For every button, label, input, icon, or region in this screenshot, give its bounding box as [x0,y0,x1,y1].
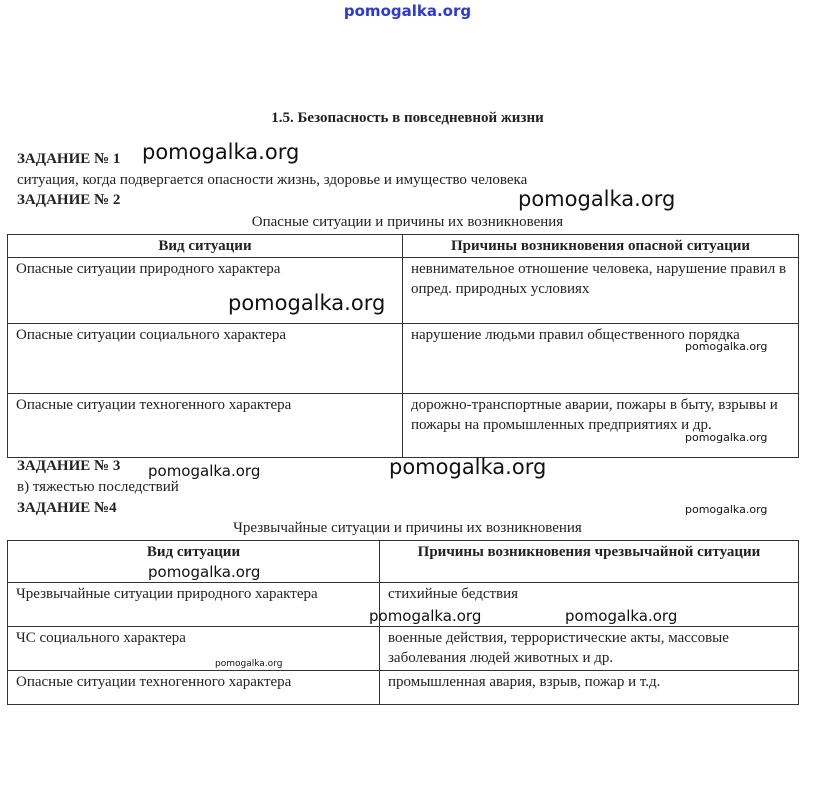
table-cell: ЧС социального характера [8,627,380,671]
table-row [8,627,799,671]
task2-heading: ЗАДАНИЕ № 2 [17,192,121,208]
table-cell: Опасные ситуации социального характера [8,324,403,394]
table-row [8,671,799,705]
table-cell: дорожно-транспортные аварии, пожары в быту, взрывы и пожары на промышленных предприятиях и др. [403,394,799,458]
task1-heading: ЗАДАНИЕ № 1 [17,151,121,167]
watermark: pomogalka.org [148,462,261,480]
table-row [8,324,799,394]
column-header: Причины возникновения опасной ситуации [403,235,799,258]
table-row [8,394,799,458]
site-watermark-top: pomogalka.org [343,2,472,20]
table-row [8,258,799,324]
watermark: pomogalka.org [685,340,768,353]
column-header: Вид ситуации [8,541,380,583]
table-cell: Опасные ситуации природного характера [8,258,403,324]
watermark: pomogalka.org [215,659,283,669]
watermark: pomogalka.org [369,607,482,625]
table-header-row [8,235,799,258]
watermark: pomogalka.org [518,187,676,211]
watermark: pomogalka.org [565,607,678,625]
task4-caption: Чрезвычайные ситуации и причины их возникновения [233,520,582,536]
task1-answer: ситуация, когда подвергается опасности жизнь, здоровье и имущество человека [17,172,528,188]
table-cell: военные действия, террористические акты, массовые заболевания людей животных и др. [380,627,799,671]
watermark: pomogalka.org [685,431,768,444]
table-header-row [8,541,799,583]
page-title: 1.5. Безопасность в повседневной жизни [271,110,544,126]
table-cell: стихийные бедствия [380,583,799,627]
watermark: pomogalka.org [148,563,261,581]
table-cell: промышленная авария, взрыв, пожар и т.д. [380,671,799,705]
watermark: pomogalka.org [228,291,386,315]
task3-answer: в) тяжестью последствий [17,479,179,495]
table-cell: невнимательное отношение человека, нарушение правил в опред. природных условиях [403,258,799,324]
column-header: Причины возникновения чрезвычайной ситуации [380,541,799,583]
task3-heading: ЗАДАНИЕ № 3 [17,458,121,474]
table-cell: Опасные ситуации техногенного характера [8,394,403,458]
table-cell: Чрезвычайные ситуации природного характера [8,583,380,627]
watermark: pomogalka.org [142,140,300,164]
task4-heading: ЗАДАНИЕ №4 [17,500,117,516]
column-header: Вид ситуации [8,235,403,258]
table-cell: Опасные ситуации техногенного характера [8,671,380,705]
task2-caption: Опасные ситуации и причины их возникновения [251,214,564,230]
watermark: pomogalka.org [389,455,547,479]
dangerous-situations-table [7,234,799,458]
table-cell: нарушение людьми правил общественного порядка [403,324,799,394]
watermark: pomogalka.org [685,503,768,516]
